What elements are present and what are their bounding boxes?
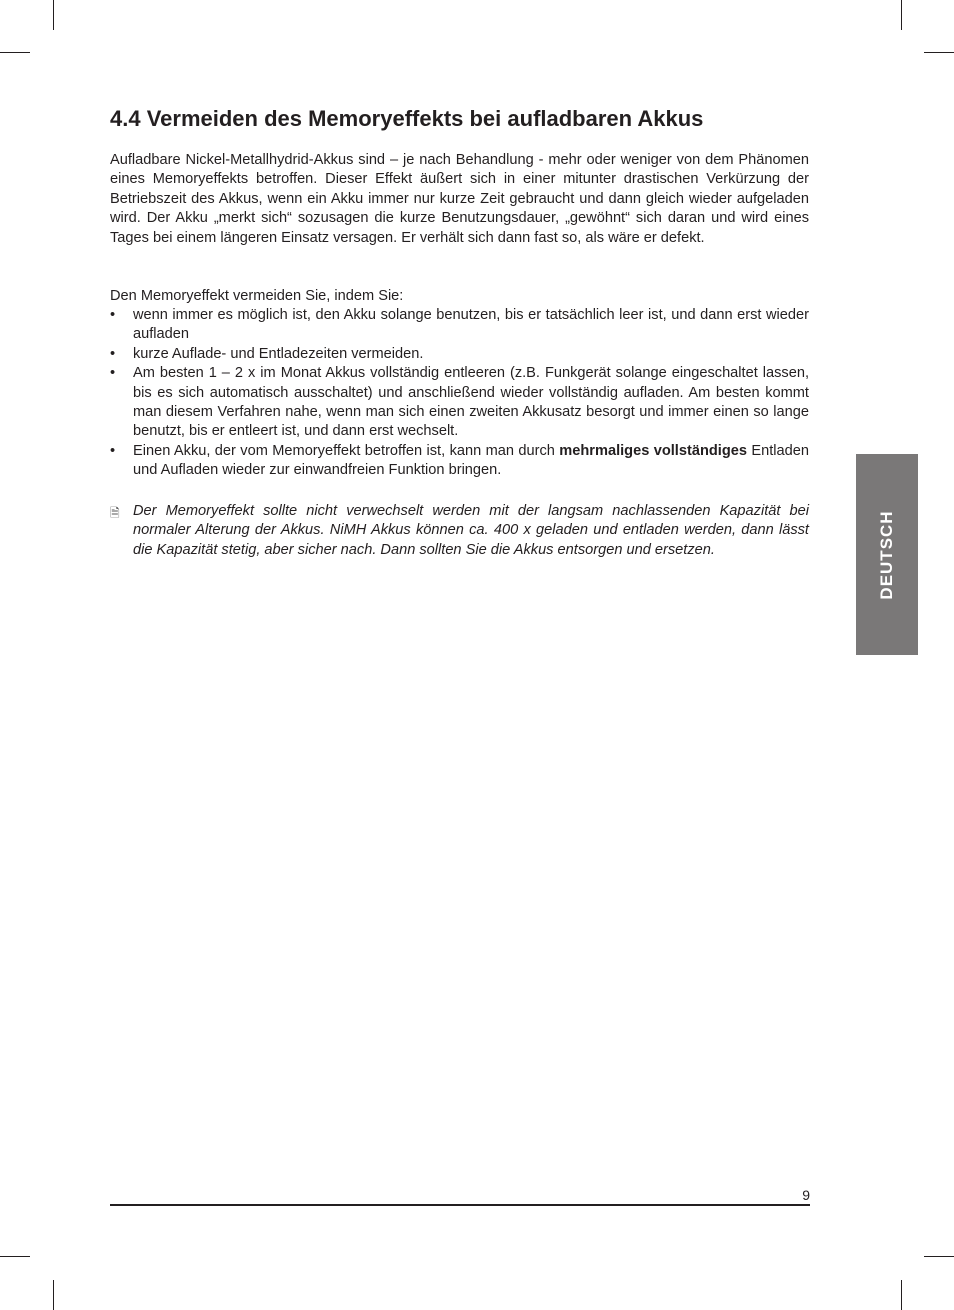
language-tab-label: DEUTSCH: [877, 509, 896, 600]
list-intro: Den Memoryeffekt vermeiden Sie, indem Sie:: [110, 288, 404, 304]
crop-mark-top-left-v: [53, 0, 54, 30]
crop-mark-bottom-left-v: [53, 1280, 54, 1310]
list-item-text: kurze Auflade- und Entladezeiten vermeiden.: [133, 345, 424, 362]
crop-mark-bottom-right-v: [901, 1280, 902, 1310]
list-item-text-bold: mehrmaliges vollständiges: [559, 442, 747, 459]
tips-list: [110, 306, 809, 481]
crop-mark-top-right-h: [924, 52, 954, 53]
bullet-marker: •: [110, 365, 116, 382]
intro-paragraph: Aufladbare Nickel-Metallhydrid-Akkus sind – je nach Behandlung - mehr oder weniger von dem Phänomen eines Memoryeffekts betroffen. Dieser Effekt äußert sich in einer mitunter drastischen Verkürzung der Betriebszeit des Akkus, wenn ein Akku immer nur kurze Zeit gebraucht und dann gleich wieder aufgeladen wird. Der Akku „merkt sich“ sozusagen die kurze Benutzungsdauer, „gewöhnt“ sich daran und wird eines Tages bei einem längeren Einsatz versagen. Er verhält sich dann fast so, als wäre er defekt.: [110, 152, 809, 246]
note-block: [110, 502, 809, 560]
list-item-text-end: Entladen und Aufladen wieder zur einwandfreien Funktion bringen.: [133, 442, 810, 479]
crop-mark-top-right-v: [901, 0, 902, 30]
list-item-text: Am besten 1 – 2 x im Monat Akkus vollständig entleeren (z.B. Funkgerät solange eingeschaltet lassen, bis es sich automatisch ausschaltet) und anschließend wieder vollständig aufladen. Am besten kommt man diesem Verfahren nahe, wenn man sich einen zweiten Akkusatz besorgt und immer einen so lange benutzt, bis er entleert ist, und dann erst wechselt.: [133, 365, 809, 440]
crop-mark-top-left-h: [0, 52, 30, 53]
page-number: 9: [802, 1187, 810, 1203]
bullet-marker: •: [110, 307, 116, 323]
list-item: [110, 345, 809, 364]
footer-rule: [110, 1204, 810, 1206]
language-tab: [856, 454, 918, 655]
list-item: [110, 442, 809, 481]
bullet-marker: •: [110, 345, 116, 362]
note-text: Der Memoryeffekt sollte nicht verwechselt werden mit der langsam nachlassenden Kapazität bei normaler Alterung der Akkus. NiMH Akkus können ca. 400 x geladen und entladen werden, dann lässt die Kapazität stetig, aber sicher nach. Dann sollten Sie die Akkus entsorgen und ersetzen.: [133, 503, 809, 558]
crop-mark-bottom-left-h: [0, 1256, 30, 1257]
list-item: [110, 364, 809, 442]
bullet-marker: •: [110, 442, 116, 459]
note-icon: 🗎: [110, 506, 120, 520]
section-heading: 4.4 Vermeiden des Memoryeffekts bei aufladbaren Akkus: [110, 106, 704, 131]
crop-mark-bottom-right-h: [924, 1256, 954, 1257]
list-item: [110, 306, 809, 345]
list-item-text-start: Einen Akku, der vom Memoryeffekt betroffen ist, kann man durch: [133, 442, 560, 459]
list-item-text: wenn immer es möglich ist, den Akku solange benutzen, bis er tatsächlich leer ist, und dann erst wieder aufladen: [133, 307, 809, 343]
